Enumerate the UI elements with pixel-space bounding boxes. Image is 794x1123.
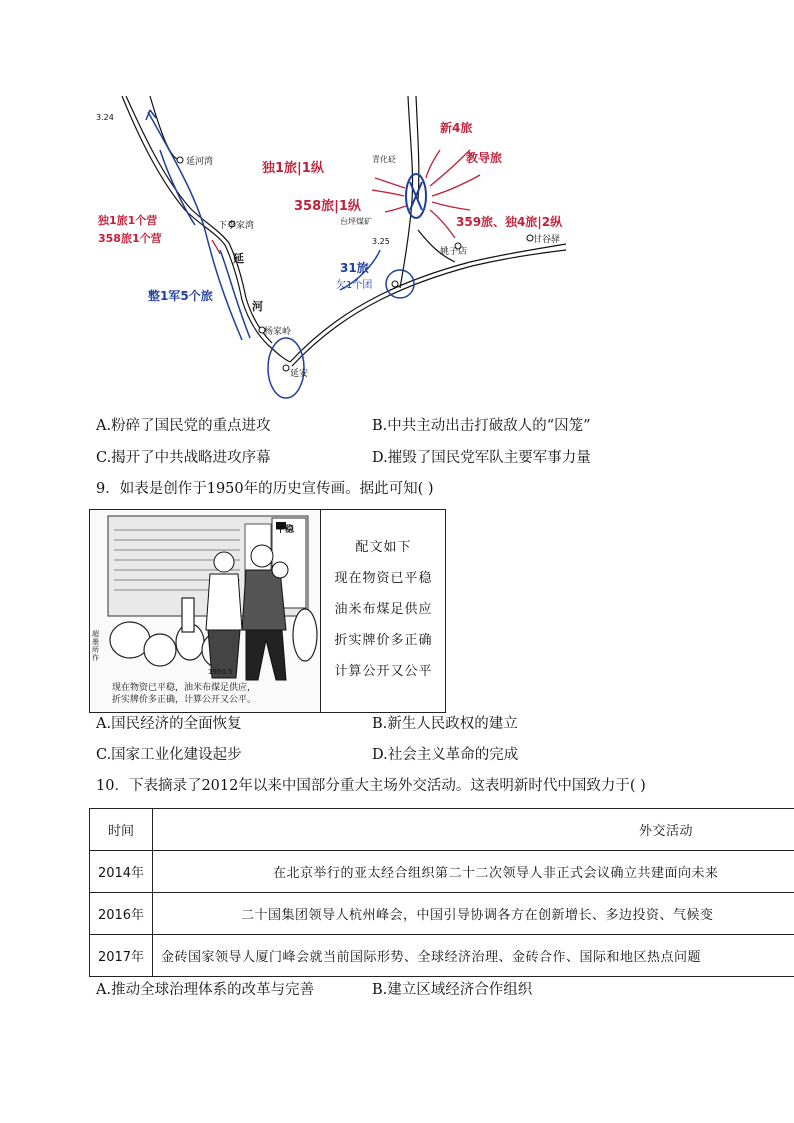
header-time: 时间 <box>90 809 153 851</box>
map-blue-31b: 欠1个团 <box>336 280 373 291</box>
map-red-jiaodao: 教导旅 <box>466 151 503 165</box>
map-yanan: 延安 <box>290 369 309 379</box>
map-blue-zheng1: 整1军5个旅 <box>148 289 213 303</box>
table-row <box>90 851 794 893</box>
map-yanhewan: 延河湾 <box>186 157 214 167</box>
map-blue-31: 31旅 <box>340 261 369 275</box>
row-activity: 金砖国家领导人厦门峰会就当前国际形势、全球经济治理、金砖合作、国际和地区热点问题 <box>153 935 794 977</box>
q8-option-b: B.中共主动出击打破敌人的“囚笼” <box>372 418 591 434</box>
q9-poster-board-text: 平稳 <box>276 525 295 535</box>
road-branch <box>418 230 455 262</box>
q8-option-d: D.摧毁了国民党军队主要军事力量 <box>372 450 591 466</box>
map-date-325: 3.25 <box>372 237 390 246</box>
q10-stem: 10．下表摘录了2012年以来中国部分重大主场外交活动。这表明新时代中国致力于( ) <box>96 778 646 794</box>
table-header-row <box>90 809 794 851</box>
table-row <box>90 893 794 935</box>
battle-blue-ring <box>386 270 414 298</box>
row-year: 2017年 <box>90 935 153 977</box>
q9-poster-caption-2: 折实牌价多正确，计算公开又公平。 <box>112 695 257 705</box>
q10-option-a: A.推动全球治理体系的改革与完善 <box>96 982 315 998</box>
row-year: 2016年 <box>90 893 153 935</box>
battle-site-marker <box>392 281 398 287</box>
q9-option-b: B.新生人民政权的建立 <box>372 716 518 732</box>
map-taipingmeikuang: 台坪煤矿 <box>340 217 372 226</box>
q9-verse-line-4: 计算公开又公平 <box>334 664 433 679</box>
battle-map <box>0 0 794 400</box>
q9-poster-image <box>90 510 321 712</box>
map-yan: 延 <box>233 252 244 265</box>
table-row <box>90 935 794 977</box>
q9-option-d: D.社会主义革命的完成 <box>372 747 519 763</box>
q9-verse-line-1: 现在物资已平稳 <box>334 571 433 586</box>
road-east-2 <box>292 250 566 366</box>
red-arrow-1 <box>426 150 440 178</box>
map-red-358-1zong: 358旅|1纵 <box>294 199 361 214</box>
row-activity: 二十国集团领导人杭州峰会，中国引导协调各方在创新增长、多边投资、气候变 <box>153 893 794 935</box>
q9-verse-line-3: 折实牌价多正确 <box>334 633 433 648</box>
q9-option-c: C.国家工业化建设起步 <box>96 747 242 763</box>
yanan-marker <box>283 365 289 371</box>
map-xialijiawan: 下李家湾 <box>218 221 255 231</box>
q8-option-a: A.粉碎了国民党的重点进攻 <box>96 418 271 434</box>
road-east <box>290 244 566 362</box>
map-red-358: 358旅1个营 <box>98 232 162 245</box>
q8-option-c: C.揭开了中共战略进攻序幕 <box>96 450 271 466</box>
q9-stem: 9．如表是创作于1950年的历史宣传画。据此可知( ) <box>96 481 434 497</box>
q10-option-b: B.建立区域经济合作组织 <box>372 982 533 998</box>
map-red-xin4: 新4旅 <box>440 121 473 135</box>
map-red-du1: 独1旅1个营 <box>98 214 158 227</box>
yanhewan-marker <box>177 157 183 163</box>
q9-poster-verse <box>322 510 445 712</box>
q9-option-a: A.国民经济的全面恢复 <box>96 716 242 732</box>
road-north-east-2 <box>416 96 419 200</box>
map-yangjialing: 杨家岭 <box>264 327 292 337</box>
q9-poster-artist: 超墨所作 <box>92 630 99 662</box>
q10-diplomacy-table <box>89 808 794 977</box>
map-red-359: 359旅、独4旅|2纵 <box>456 215 563 229</box>
road-north <box>150 96 180 160</box>
map-ganguyi: 甘谷驿 <box>533 235 561 245</box>
q9-verse-title: 配文如下 <box>355 540 412 555</box>
q9-poster-table <box>89 509 446 713</box>
q9-verse-line-2: 油米布煤足供应 <box>334 602 433 617</box>
map-he: 河 <box>252 300 263 313</box>
row-activity: 在北京举行的亚太经合组织第二十二次领导人非正式会议确立共建面向未来 <box>153 851 794 893</box>
yan-river-bank-1 <box>122 96 290 362</box>
row-year: 2014年 <box>90 851 153 893</box>
q9-poster-date: 1950.5 <box>208 668 233 676</box>
header-activity: 外交活动 <box>153 809 794 851</box>
map-qinghuabian: 青化砭 <box>372 155 396 164</box>
map-red-du1-1zong: 独1旅|1纵 <box>262 161 324 176</box>
map-yaozidian: 姚子店 <box>440 247 468 257</box>
map-date-324: 3.24 <box>96 113 114 122</box>
q9-poster-caption-1: 现在物资已平稳，油米布煤足供应， <box>112 683 257 693</box>
